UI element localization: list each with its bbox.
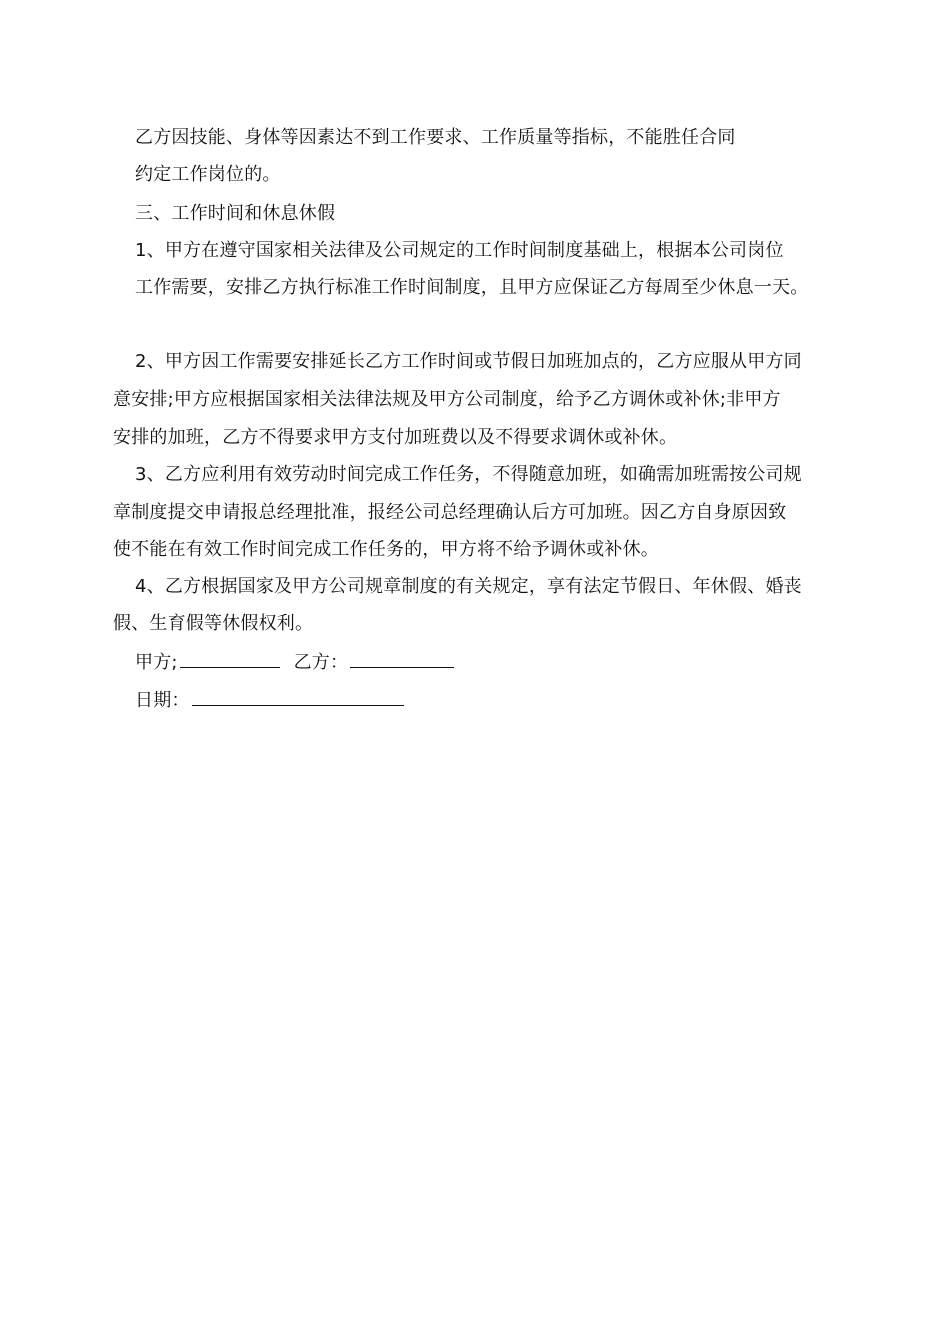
party-b-signature-blank xyxy=(350,651,454,668)
intro-line-2: 约定工作岗位的。 xyxy=(135,164,281,185)
clause-3-line-1: 3、乙方应利用有效劳动时间完成工作任务，不得随意加班，如确需加班需按公司规 xyxy=(135,464,802,485)
clause-1-line-1: 1、甲方在遵守国家相关法律及公司规定的工作时间制度基础上，根据本公司岗位 xyxy=(135,240,784,261)
clause-3-line-2: 章制度提交申请报总经理批准，报经公司总经理确认后方可加班。因乙方自身原因致 xyxy=(113,502,787,523)
date-label: 日期： xyxy=(135,690,190,711)
clause-2-line-2: 意安排;甲方应根据国家相关法律法规及甲方公司制度，给予乙方调休或补休;非甲方 xyxy=(113,389,781,410)
intro-line-1: 乙方因技能、身体等因素达不到工作要求、工作质量等指标，不能胜任合同 xyxy=(135,127,736,148)
clause-1-line-2: 工作需要，安排乙方执行标准工作时间制度，且甲方应保证乙方每周至少休息一天。 xyxy=(135,277,809,298)
party-a-label: 甲方; xyxy=(135,652,178,673)
clause-2-line-3: 安排的加班，乙方不得要求甲方支付加班费以及不得要求调休或补休。 xyxy=(113,427,678,448)
party-b-label: 乙方： xyxy=(293,652,349,673)
section-title: 三、工作时间和休息休假 xyxy=(135,203,336,224)
clause-4-line-2: 假、生育假等休假权利。 xyxy=(113,613,314,634)
date-line xyxy=(135,689,404,712)
signature-line xyxy=(135,651,454,674)
clause-2-line-1: 2、甲方因工作需要安排延长乙方工作时间或节假日加班加点的，乙方应服从甲方同 xyxy=(135,351,802,372)
date-blank xyxy=(192,689,404,706)
party-a-signature-blank xyxy=(180,651,280,668)
clause-4-line-1: 4、乙方根据国家及甲方公司规章制度的有关规定，享有法定节假日、年休假、婚丧 xyxy=(135,576,802,597)
clause-3-line-3: 使不能在有效工作时间完成工作任务的，甲方将不给予调休或补休。 xyxy=(113,539,659,560)
